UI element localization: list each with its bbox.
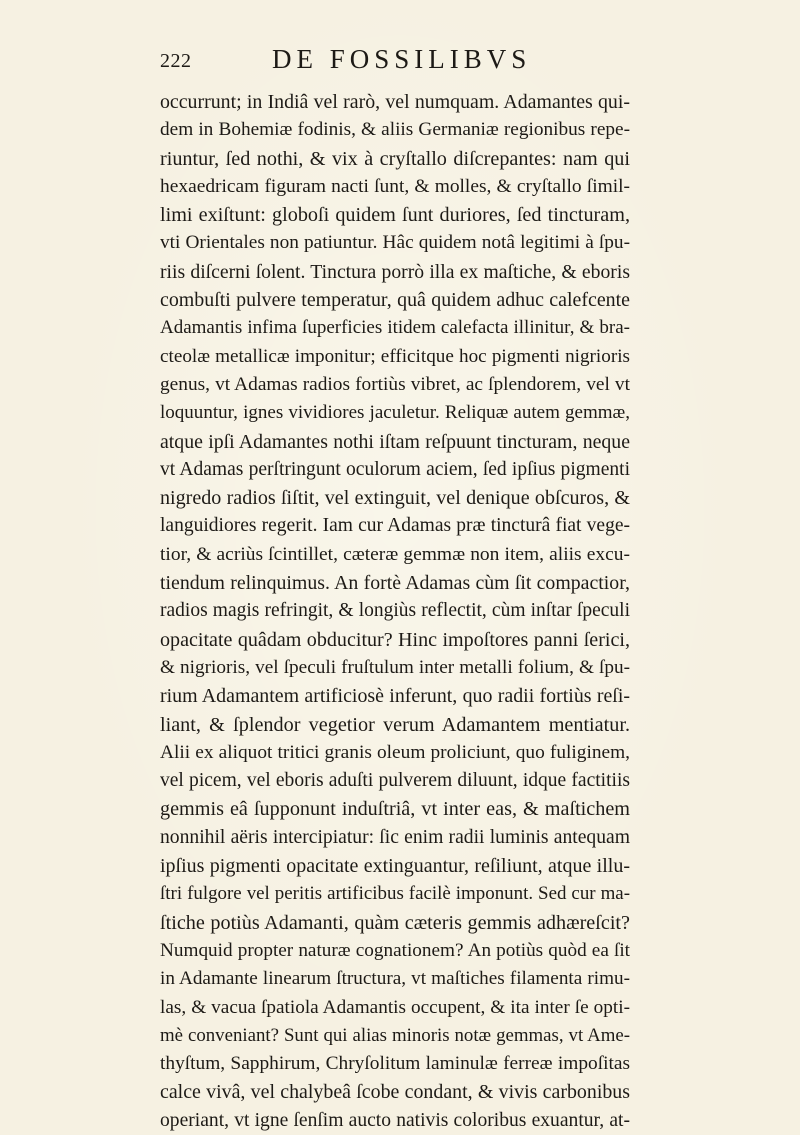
text-line: Alii ex aliquot tritici granis oleum proliciunt, quo fuliginem, <box>160 741 630 763</box>
text-line: nonnihil aëris intercipiatur: ſic enim radii luminis antequam <box>160 826 630 848</box>
text-line: limi exiſtunt: globoſi quidem ſunt duriores, ſed tincturam, <box>160 204 630 227</box>
text-line: loquuntur, ignes vividiores jaculetur. Reliquæ autem gemmæ, <box>160 402 630 424</box>
text-line: languidiores regerit. Iam cur Adamas præ tincturâ fiat vege- <box>160 515 630 537</box>
page-number: 222 <box>160 50 192 72</box>
text-line: vt Adamas perſtringunt oculorum aciem, ſed ipſius pigmenti <box>160 458 630 480</box>
text-line: Adamantis infima ſuperficies itidem calefacta illinitur, & bra- <box>160 317 630 339</box>
text-line: ipſius pigmenti opacitate extinguantur, reſiliunt, atque illu- <box>160 855 630 878</box>
running-head: DE FOSSILIBVS <box>272 44 532 74</box>
text-line: nigredo radios ſiſtit, vel extinguit, vel denique obſcuros, & <box>160 487 630 510</box>
text-line: las, & vacua ſpatiola Adamantis occupent, & ita inter ſe opti- <box>160 996 630 1018</box>
text-line: riuntur, ſed nothi, & vix à cryſtallo diſcrepantes: nam qui <box>160 147 630 170</box>
text-line: genus, vt Adamas radios fortiùs vibret, ac ſplendorem, vel vt <box>160 373 630 395</box>
text-line: rium Adamantem artificiosè inferunt, quo radii fortiùs reſi- <box>160 685 630 708</box>
text-line: in Adamante linearum ſtructura, vt maſtiches filamenta rimu- <box>160 968 630 990</box>
text-line: ſtiche potiùs Adamanti, quàm cæteris gemmis adhæreſcit? <box>160 911 630 934</box>
text-line: operiant, vt igne ſenſim aucto nativis coloribus exuantur, at- <box>160 1109 630 1131</box>
text-line: calce vivâ, vel chalybeâ ſcobe condant, & vivis carbonibus <box>160 1081 630 1104</box>
page-header <box>160 42 620 82</box>
text-line: atque ipſi Adamantes nothi iſtam reſpuunt tincturam, neque <box>160 430 630 453</box>
text-line: dem in Bohemiæ fodinis, & aliis Germaniæ regionibus repe- <box>160 119 630 141</box>
text-line: thyſtum, Sapphirum, Chryſolitum laminulæ ferreæ impoſitas <box>160 1053 630 1075</box>
text-line: opacitate quâdam obducitur? Hinc impoſtores panni ſerici, <box>160 628 630 651</box>
text-line: ſtri fulgore vel peritis artificibus facilè imponunt. Sed cur ma- <box>160 883 630 905</box>
text-line: tior, & acriùs ſcintillet, cæteræ gemmæ non item, aliis excu- <box>160 543 630 565</box>
text-line: riis diſcerni ſolent. Tinctura porrò illa ex maſtiche, & eboris <box>160 260 630 283</box>
text-line: & nigrioris, vel ſpeculi fruſtulum inter metalli folium, & ſpu- <box>160 656 630 678</box>
text-line: gemmis eâ ſupponunt induſtriâ, vt inter eas, & maſtichem <box>160 798 630 821</box>
text-line: cteolæ metallicæ imponitur; efficitque hoc pigmenti nigrioris <box>160 345 630 367</box>
text-line: occurrunt; in Indiâ vel rarò, vel numquam. Adamantes qui- <box>160 91 630 113</box>
text-line: mè conveniant? Sunt qui alias minoris notæ gemmas, vt Ame- <box>160 1024 630 1046</box>
body-text <box>160 88 630 1135</box>
text-line: vti Orientales non patiuntur. Hâc quidem notâ legitimi à ſpu- <box>160 232 630 254</box>
text-line: radios magis refringit, & longiùs reflectit, cùm inſtar ſpeculi <box>160 600 630 622</box>
text-line: liant, & ſplendor vegetior verum Adamantem mentiatur. <box>160 713 630 736</box>
text-line: hexaedricam figuram nacti ſunt, & molles, & cryſtallo ſimil- <box>160 175 630 197</box>
text-line: Numquid propter naturæ cognationem? An potiùs quòd ea ſit <box>160 939 630 961</box>
text-line: combuſti pulvere temperatur, quâ quidem adhuc calefcente <box>160 289 630 312</box>
text-line: tiendum relinquimus. An fortè Adamas cùm ſit compactior, <box>160 572 630 595</box>
text-line: vel picem, vel eboris aduſti pulverem diluunt, idque factitiis <box>160 770 630 792</box>
